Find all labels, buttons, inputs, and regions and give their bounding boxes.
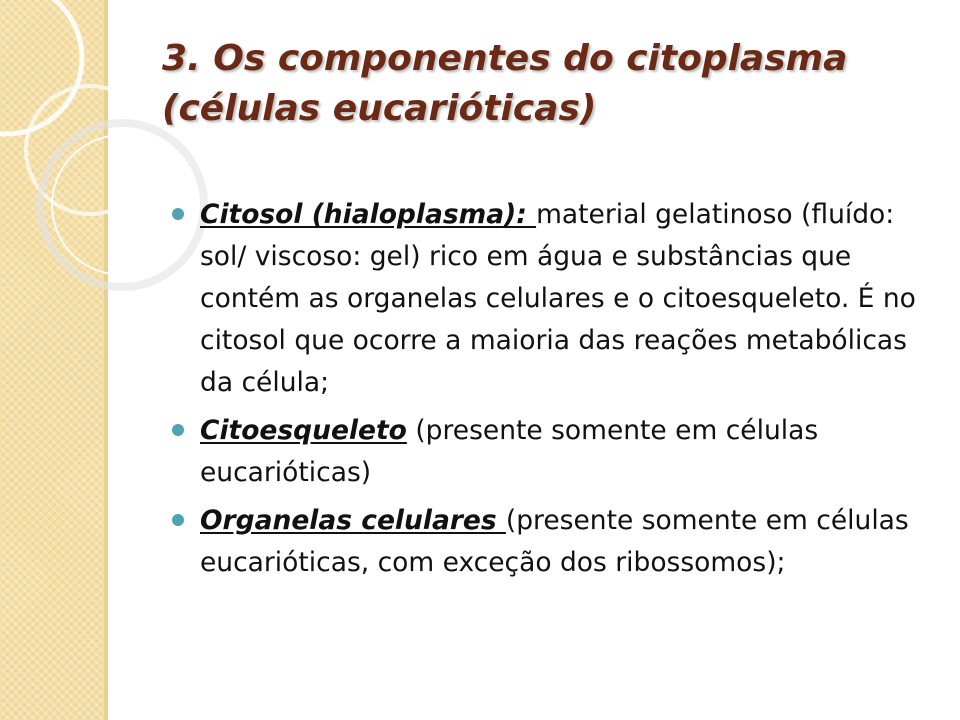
list-item: [170, 410, 932, 494]
bullet-icon: [172, 424, 184, 436]
description-organelas: (presente somente em células eucarióticas, com exceção dos ribossomos);: [200, 505, 909, 578]
bullet-list: [170, 194, 932, 590]
bullet-icon: [172, 514, 184, 526]
list-item: [170, 194, 932, 404]
description-citosol: material gelatinoso (fluído: sol/ viscoso: gel) rico em água e substâncias que contém as organelas celulares e o citoesqueleto. É no citosol que ocorre a maioria das reações metabólicas da célula;: [200, 199, 916, 398]
list-item: [170, 500, 932, 584]
slide-title: 3. Os componentes do citoplasma (células eucarióticas): [162, 38, 848, 129]
description-citoesqueleto: (presente somente em células eucarióticas): [200, 415, 819, 488]
term-citoesqueleto: Citoesqueleto: [200, 415, 407, 446]
term-organelas: Organelas celulares: [200, 505, 506, 536]
bullet-icon: [172, 208, 184, 220]
term-citosol: Citosol (hialoplasma):: [200, 199, 537, 230]
